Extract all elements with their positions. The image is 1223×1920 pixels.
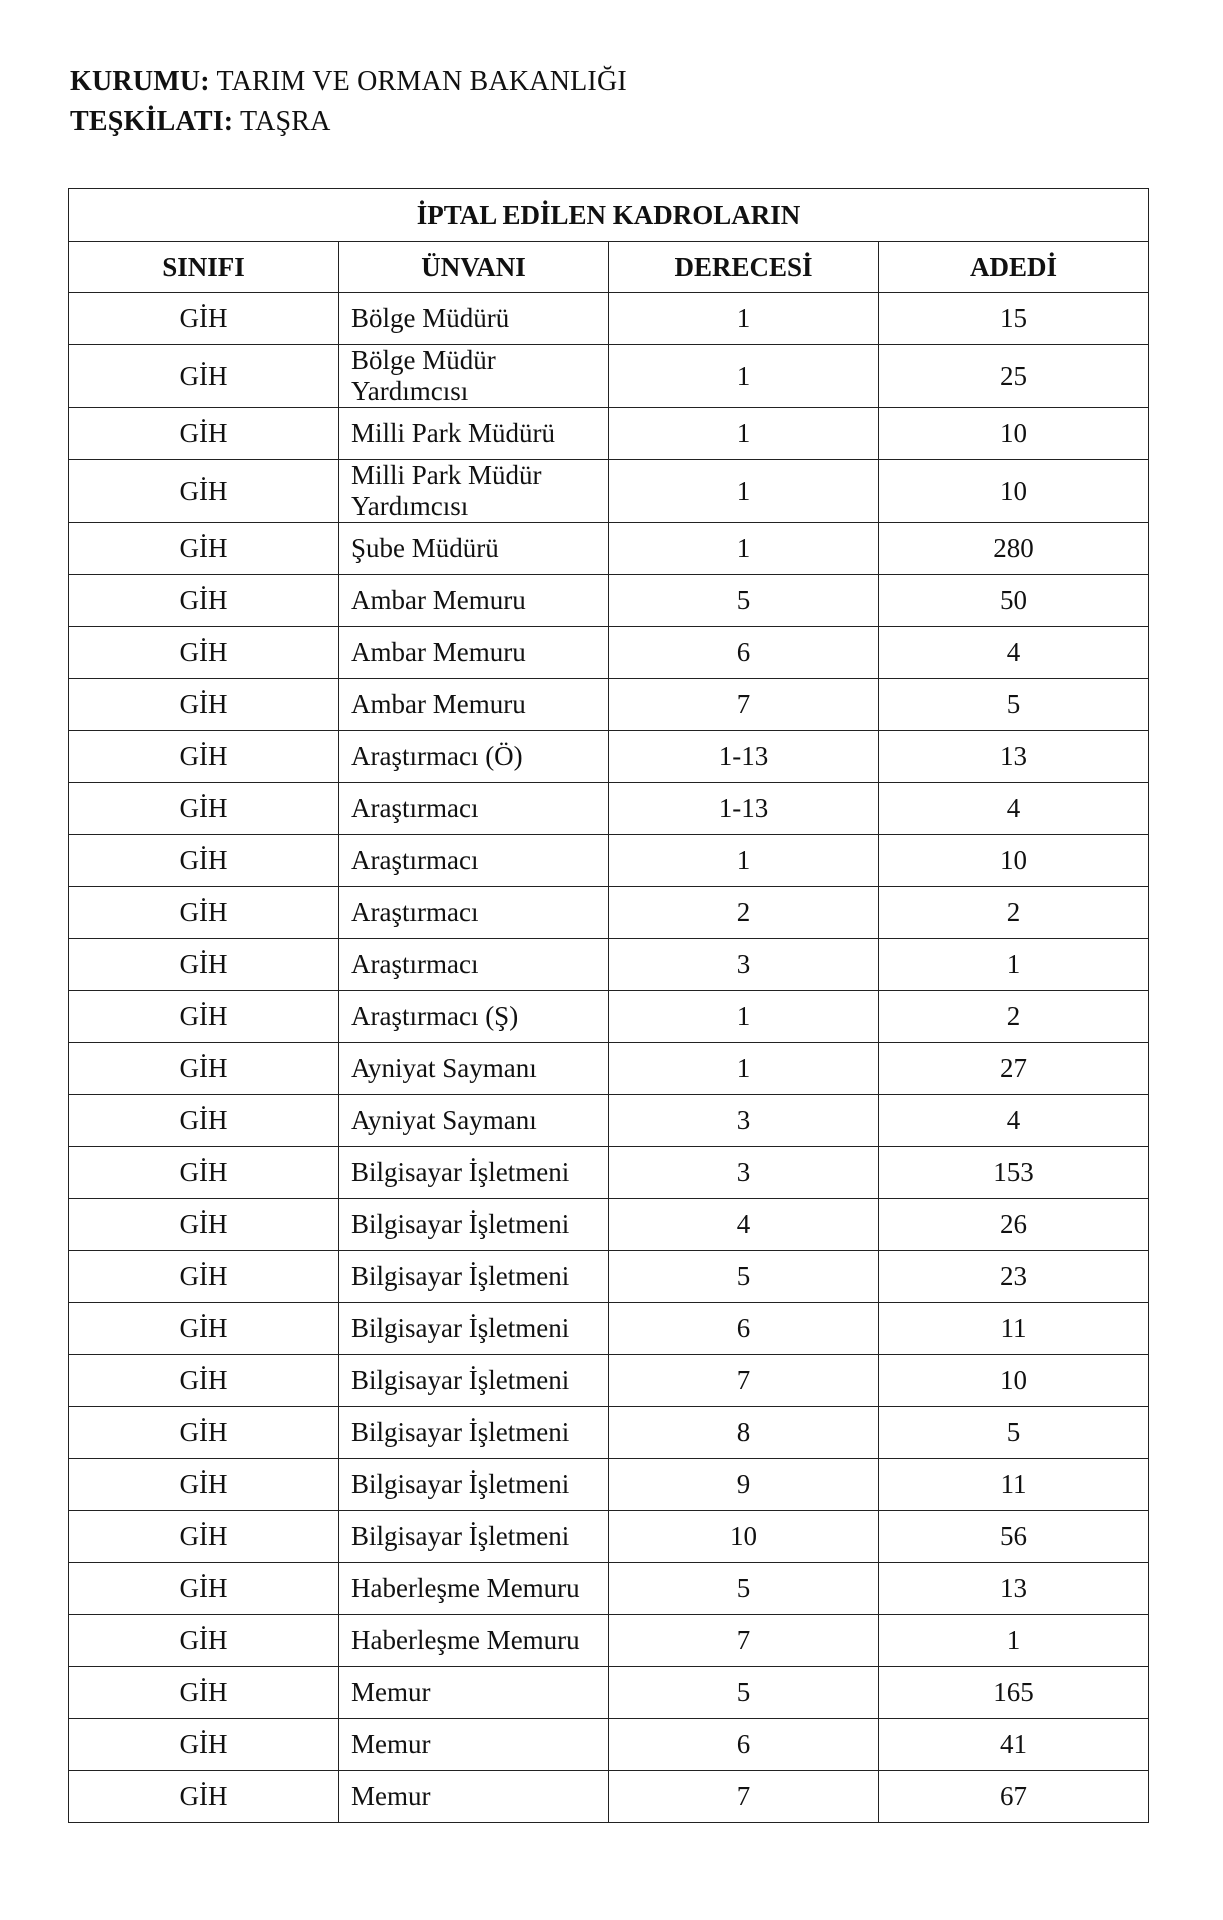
cell-class: GİH [69,1043,339,1095]
cell-class: GİH [69,1251,339,1303]
cell-title: Milli Park Müdürü [339,408,609,460]
cell-title: Bölge Müdürü [339,293,609,345]
cell-class: GİH [69,1147,339,1199]
cell-grade: 1 [609,460,879,523]
cell-count: 13 [879,1563,1149,1615]
cell-count: 2 [879,887,1149,939]
cell-title: Araştırmacı (Ö) [339,731,609,783]
cell-title: Bilgisayar İşletmeni [339,1459,609,1511]
table-row [69,783,1149,835]
table-row [69,1511,1149,1563]
cell-count: 50 [879,575,1149,627]
table-row [69,731,1149,783]
cell-class: GİH [69,523,339,575]
cell-count: 41 [879,1719,1149,1771]
cell-class: GİH [69,345,339,408]
cell-title: Ambar Memuru [339,679,609,731]
column-header-count: ADEDİ [879,242,1149,293]
cell-class: GİH [69,887,339,939]
table-header-row [69,242,1149,293]
table-row [69,408,1149,460]
cell-title: Araştırmacı [339,835,609,887]
cell-count: 15 [879,293,1149,345]
table-row [69,887,1149,939]
cell-class: GİH [69,1615,339,1667]
cell-grade: 7 [609,1615,879,1667]
cell-class: GİH [69,1459,339,1511]
cell-title: Araştırmacı [339,939,609,991]
cell-title: Bilgisayar İşletmeni [339,1147,609,1199]
cell-title: Bilgisayar İşletmeni [339,1199,609,1251]
cell-class: GİH [69,1563,339,1615]
cell-class: GİH [69,1719,339,1771]
cell-count: 27 [879,1043,1149,1095]
cell-grade: 1-13 [609,731,879,783]
cell-title: Ambar Memuru [339,627,609,679]
cell-class: GİH [69,783,339,835]
cell-grade: 5 [609,575,879,627]
cell-count: 11 [879,1459,1149,1511]
cell-title: Memur [339,1719,609,1771]
organization-value: TAŞRA [240,106,331,137]
document-header [70,62,627,142]
organization-line [70,102,627,142]
cell-grade: 9 [609,1459,879,1511]
table-row [69,460,1149,523]
cell-title: Haberleşme Memuru [339,1563,609,1615]
cell-grade: 1 [609,408,879,460]
table-row [69,1563,1149,1615]
cell-class: GİH [69,1667,339,1719]
cell-class: GİH [69,293,339,345]
cell-count: 4 [879,1095,1149,1147]
cell-grade: 1 [609,1043,879,1095]
cell-class: GİH [69,627,339,679]
cell-title: Araştırmacı (Ş) [339,991,609,1043]
cell-title: Ambar Memuru [339,575,609,627]
organization-label: TEŞKİLATI: [70,106,234,137]
column-header-title: ÜNVANI [339,242,609,293]
table-row [69,627,1149,679]
cell-grade: 6 [609,627,879,679]
table-row [69,1251,1149,1303]
table-row [69,991,1149,1043]
cell-title: Bilgisayar İşletmeni [339,1303,609,1355]
cell-count: 10 [879,835,1149,887]
cell-count: 67 [879,1771,1149,1823]
cell-grade: 7 [609,1771,879,1823]
cell-count: 11 [879,1303,1149,1355]
cell-grade: 5 [609,1563,879,1615]
table-row [69,1043,1149,1095]
cell-class: GİH [69,460,339,523]
table-row [69,1719,1149,1771]
column-header-class: SINIFI [69,242,339,293]
cell-title: Ayniyat Saymanı [339,1043,609,1095]
cell-class: GİH [69,731,339,783]
cell-class: GİH [69,835,339,887]
cell-class: GİH [69,991,339,1043]
cell-grade: 1 [609,345,879,408]
table-row [69,679,1149,731]
table-row [69,293,1149,345]
cell-title: Bilgisayar İşletmeni [339,1511,609,1563]
cell-grade: 5 [609,1667,879,1719]
cell-grade: 2 [609,887,879,939]
cell-count: 1 [879,1615,1149,1667]
table-row [69,1407,1149,1459]
cell-count: 25 [879,345,1149,408]
cell-grade: 4 [609,1199,879,1251]
cell-grade: 1 [609,293,879,345]
table-row [69,1459,1149,1511]
cell-count: 23 [879,1251,1149,1303]
table-title: İPTAL EDİLEN KADROLARIN [69,189,1149,242]
cell-grade: 7 [609,679,879,731]
cell-grade: 5 [609,1251,879,1303]
table-row [69,1095,1149,1147]
cell-class: GİH [69,1095,339,1147]
cell-count: 10 [879,1355,1149,1407]
cell-count: 5 [879,679,1149,731]
cell-title: Araştırmacı [339,783,609,835]
cell-count: 56 [879,1511,1149,1563]
table-row [69,1355,1149,1407]
cell-grade: 1 [609,991,879,1043]
cell-class: GİH [69,679,339,731]
cell-count: 10 [879,460,1149,523]
cell-class: GİH [69,939,339,991]
cell-class: GİH [69,408,339,460]
institution-value: TARIM VE ORMAN BAKANLIĞI [216,66,627,97]
cell-grade: 10 [609,1511,879,1563]
cell-class: GİH [69,1355,339,1407]
cell-count: 1 [879,939,1149,991]
cell-grade: 7 [609,1355,879,1407]
cell-title: Bilgisayar İşletmeni [339,1407,609,1459]
institution-line [70,62,627,102]
cell-count: 13 [879,731,1149,783]
table-title-row [69,189,1149,242]
cell-grade: 1 [609,835,879,887]
cell-count: 280 [879,523,1149,575]
cell-grade: 1 [609,523,879,575]
cell-title: Bilgisayar İşletmeni [339,1355,609,1407]
cell-class: GİH [69,1199,339,1251]
table-row [69,1615,1149,1667]
table-body [69,293,1149,1823]
cell-grade: 3 [609,1147,879,1199]
cell-count: 10 [879,408,1149,460]
table-row [69,345,1149,408]
cell-class: GİH [69,1407,339,1459]
cell-title: Memur [339,1771,609,1823]
table-row [69,523,1149,575]
cell-class: GİH [69,1771,339,1823]
table-row [69,1667,1149,1719]
cell-title: Bilgisayar İşletmeni [339,1251,609,1303]
table-row [69,1199,1149,1251]
cell-class: GİH [69,575,339,627]
cell-grade: 6 [609,1303,879,1355]
cell-title: Memur [339,1667,609,1719]
cell-class: GİH [69,1511,339,1563]
cell-count: 2 [879,991,1149,1043]
table-row [69,1303,1149,1355]
cell-title: Milli Park Müdür Yardımcısı [339,460,609,523]
cell-grade: 1-13 [609,783,879,835]
cell-title: Şube Müdürü [339,523,609,575]
institution-label: KURUMU: [70,66,210,97]
table-row [69,939,1149,991]
cell-title: Bölge Müdür Yardımcısı [339,345,609,408]
table-row [69,1771,1149,1823]
cell-grade: 8 [609,1407,879,1459]
cell-grade: 3 [609,939,879,991]
table-row [69,835,1149,887]
column-header-grade: DERECESİ [609,242,879,293]
table-row [69,575,1149,627]
cell-count: 5 [879,1407,1149,1459]
cell-count: 153 [879,1147,1149,1199]
table-row [69,1147,1149,1199]
cell-class: GİH [69,1303,339,1355]
cell-title: Ayniyat Saymanı [339,1095,609,1147]
cell-count: 165 [879,1667,1149,1719]
cell-grade: 3 [609,1095,879,1147]
cell-grade: 6 [609,1719,879,1771]
cell-count: 4 [879,627,1149,679]
cell-title: Haberleşme Memuru [339,1615,609,1667]
cell-title: Araştırmacı [339,887,609,939]
cancelled-positions-table [68,188,1149,1823]
cell-count: 4 [879,783,1149,835]
cell-count: 26 [879,1199,1149,1251]
